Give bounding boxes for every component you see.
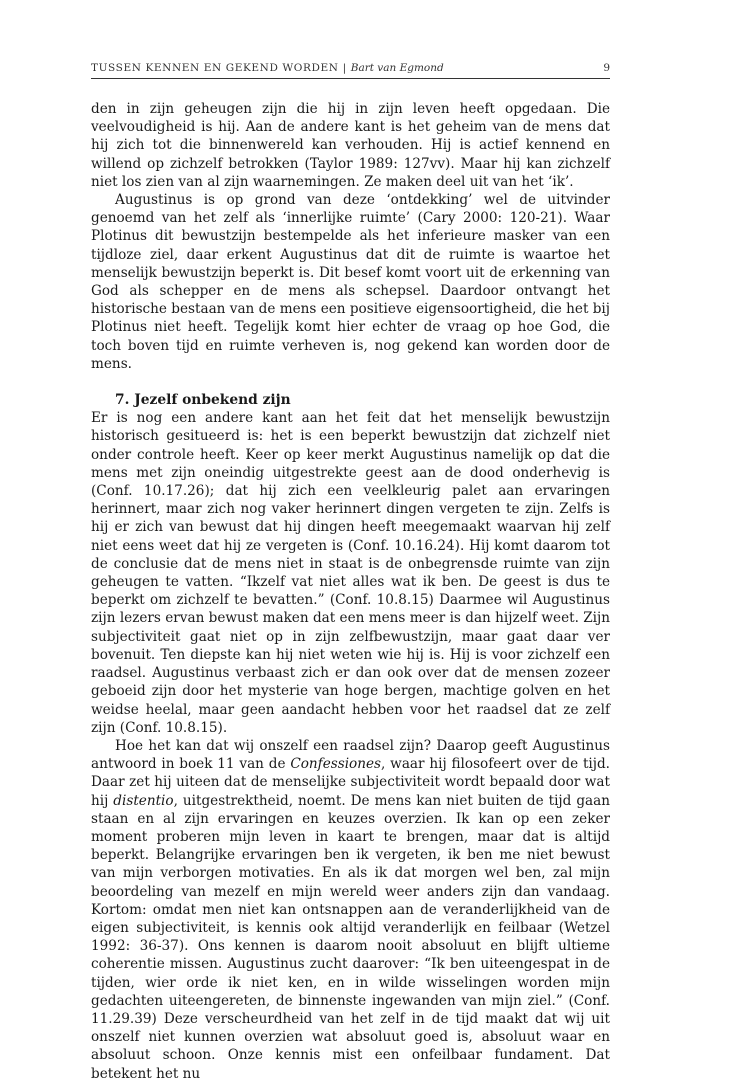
running-title: TUSSEN KENNEN EN GEKEND WORDEN [91, 62, 339, 74]
section-heading: 7. Jezelf onbekend zijn [115, 392, 291, 409]
distentio-term: distentio [113, 792, 174, 809]
page-body [91, 100, 610, 1083]
p2-part-c: , uitgestrektheid, noemt. De mens kan niet buiten de tijd gaan staan en al zijn ervaringen en keuzes overzien. Ik kan op een zeker moment proberen mijn leven in kaart te brengen, maar dat is altijd beperkt. Belangrijke ervaringen ben ik vergeten, ik ben me niet bewust van mijn verborgen motivaties. En als ik dat morgen wel ben, zal mijn beoordeling van mezelf en mijn wereld weer anders zijn dan vandaag. Kortom: omdat men niet kan ontsnappen aan de veranderlijkheid van de eigen subjectiviteit, is kennis ook altijd veranderlijk en feilbaar (Wetzel 1992: 36-37). Ons kennen is daarom nooit absoluut en blijft ultieme coherentie missen. Augustinus zucht daarover: “Ik ben uiteengespat in de tijden, wier orde ik niet ken, en in wilde wisselingen worden mijn gedachten uiteengereten, de binnenste ingewanden van mijn ziel.” (Conf. 11.29.39) Deze verscheurdheid van het zelf in de tijd maakt dat wij uit onszelf niet kunnen overzien wat absoluut goed is, absoluut waar en absoluut schoon. Onze kennis mist een onfeilbaar fundament. Dat betekent het nu [91, 792, 610, 1082]
paragraph-augustinus-ruimte: Augustinus is op grond van deze ‘ontdekking’ wel de uitvinder genoemd van het zelf als ‘innerlijke ruimte’ (Cary 2000: 120-21). Waar Plotinus dit bewustzijn bestempelde als het inferieure masker van een tijdloze ziel, daar erkent Augustinus dat dit de ruimte is waartoe het menselijk bewustzijn beperkt is. Dit besef komt voort uit de erkenning van God als schepper en de mens als schepsel. Daardoor ontvangt het historische bestaan van de mens een positieve eigensoortigheid, die het bij Plotinus niet heeft. Tegelijk komt hier echter de vraag op hoe God, die toch boven tijd en ruimte verheven is, nog gekend kan worden door de mens. [91, 192, 610, 372]
paragraph-continuation: den in zijn geheugen zijn die hij in zijn leven heeft opgedaan. Die veelvoudigheid is hij. Aan de andere kant is het geheim van de mens dat hij zich tot die binnenwereld kan verhouden. Hij is actief kennend en willend op zichzelf betrokken (Taylor 1989: 127vv). Maar hij kan zichzelf niet los zien van al zijn waarnemingen. Ze maken deel uit van het ‘ik’. [91, 101, 610, 190]
confessiones-title: Confessiones [290, 756, 382, 773]
p2-part-a: Hoe het kan dat wij onszelf een raadsel zijn? Daarop geeft Augustinus antwoord in boek 11 van de [91, 737, 610, 773]
p2-part-b: , waar hij filosofeert over de tijd. Daar zet hij uiteen dat de menselijke subjectiviteit wordt bepaald door wat hij [91, 756, 611, 809]
header-rule [91, 78, 610, 79]
running-head-separator: | [342, 62, 347, 74]
paragraph-raadsel [91, 737, 610, 1083]
running-head [91, 62, 610, 74]
page-number: 9 [603, 62, 610, 74]
running-author: Bart van Egmond [350, 62, 444, 74]
paragraph-beperkt-bewustzijn: Er is nog een andere kant aan het feit dat het menselijk bewustzijn historisch gesitueerd is: het is een beperkt bewustzijn dat zichzelf niet onder controle heeft. Keer op keer merkt Augustinus namelijk op dat die mens met zijn oneindig uitgestrekte geest aan de dood onderhevig is (Conf. 10.17.26); dat hij zich een veelkleurig palet aan ervaringen herinnert, maar zich nog vaker herinnert dingen vergeten te zijn. Zelfs is hij er zich van bewust dat hij dingen heeft meegemaakt waarvan hij zelf niet eens weet dat hij ze vergeten is (Conf. 10.16.24). Hij komt daarom tot de conclusie dat de mens niet in staat is de onbegrensde ruimte van zijn geheugen te vatten. “Ikzelf vat niet alles wat ik ben. De geest is dus te beperkt om zichzelf te bevatten.” (Conf. 10.8.15) Daarmee wil Augustinus zijn lezers ervan bewust maken dat een mens meer is dan hijzelf weet. Zijn subjectiviteit gaat niet op in zijn zelfbewustzijn, maar gaat daar ver bovenuit. Ten diepste kan hij niet weten wie hij is. Hij is voor zichzelf een raadsel. Augustinus verbaast zich er dan ook over dat de mensen zozeer geboeid zijn door het mysterie van hoge bergen, machtige golven en het weidse heelal, maar geen aandacht hebben voor het raadsel dat ze zelf zijn (Conf. 10.8.15). [91, 410, 610, 736]
